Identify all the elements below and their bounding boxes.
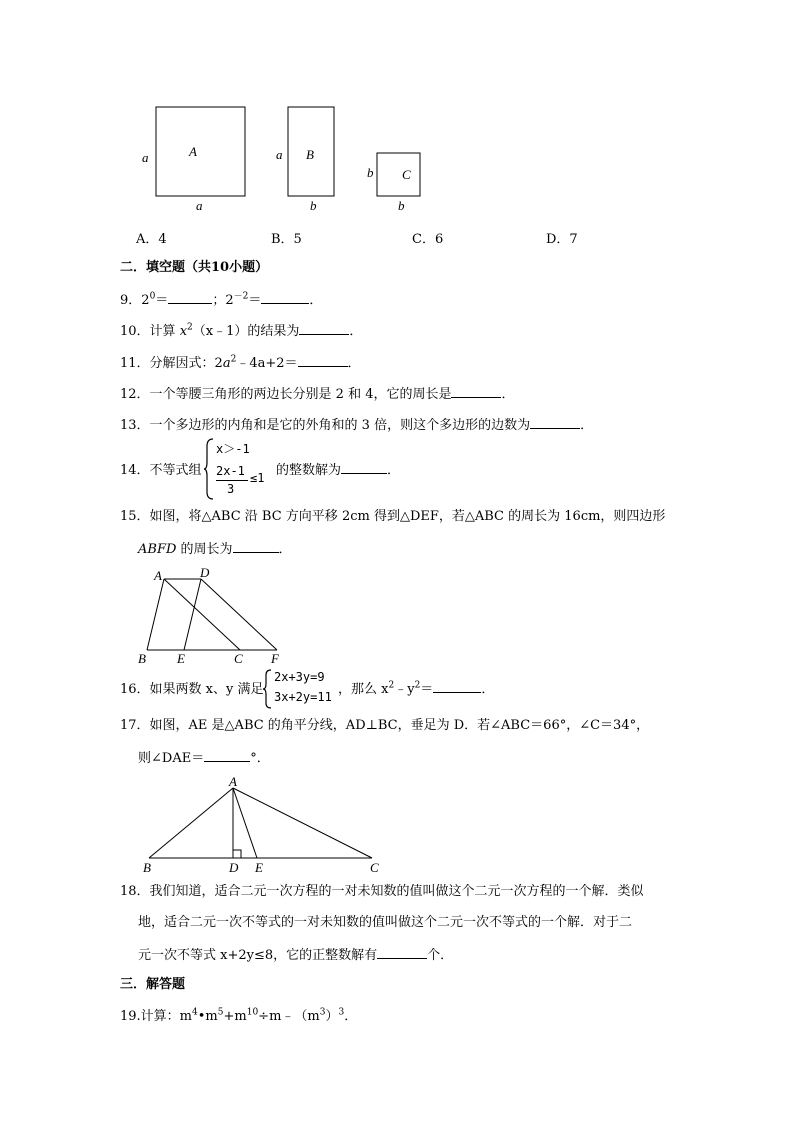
q14-suffix: [276, 459, 400, 478]
q16-eq: ＝: [420, 682, 434, 697]
question-11: [120, 352, 361, 374]
square-a: [156, 107, 245, 196]
q9-eq1: ＝: [155, 293, 169, 308]
q9-end: ．: [309, 293, 323, 308]
q16-exp2: 2: [414, 680, 421, 691]
q19-prefix: 19.计算：m: [120, 1009, 193, 1024]
label-E: E: [177, 651, 185, 666]
brace-icon: [204, 438, 214, 500]
square-c: [377, 153, 420, 196]
answer-blank[interactable]: [261, 289, 309, 304]
q10-mid: （x﹣1）的结果为: [192, 324, 300, 339]
label-A: A: [229, 774, 237, 789]
q14-suffix-text: 的整数解为: [276, 463, 342, 478]
q11-exp: 2: [230, 354, 237, 365]
q19-rest: ÷m﹣（m: [258, 1009, 320, 1024]
q14-ineq1: x＞-1: [216, 442, 250, 456]
label-D: D: [229, 860, 239, 875]
question-14: [120, 436, 680, 502]
answer-blank[interactable]: [433, 678, 481, 693]
q11-end: ．: [347, 356, 361, 371]
answer-blank[interactable]: [341, 459, 387, 474]
q16-prefix: 16．如果两数 x、y 满足: [120, 682, 264, 697]
q10-end: ．: [349, 324, 363, 339]
q14-numerator: 2x-1: [216, 464, 245, 478]
q13-text: 13．一个多边形的内角和是它的外角和的 3 倍，则这个多边形的边数为: [120, 418, 531, 433]
q19-e1: 4: [192, 1007, 198, 1018]
question-9: [120, 289, 322, 311]
label-square-c-bottom: b: [398, 198, 405, 213]
q19-end: ．: [344, 1009, 358, 1024]
label-rect-b-side: a: [276, 147, 283, 162]
q14-leq: ≤1: [250, 471, 265, 485]
q19-dot: •m: [197, 1009, 218, 1024]
label-square-a: A: [189, 144, 197, 159]
q19-e5: 3: [338, 1007, 345, 1018]
question-17-line1: [120, 716, 649, 736]
q14-denominator: 3: [227, 482, 235, 496]
q19-plus: +m: [223, 1009, 247, 1024]
q19-close: ）: [325, 1009, 339, 1024]
question-18-line1: [120, 882, 644, 902]
answer-blank[interactable]: [168, 289, 212, 304]
label-E: E: [255, 860, 263, 875]
answer-blank[interactable]: [233, 538, 279, 553]
q9-eq2: ＝: [248, 293, 262, 308]
question-13: [120, 414, 593, 436]
q14-fraction-bar: [216, 480, 248, 481]
q14-prefix: 14．不等式组: [120, 463, 202, 478]
q18-line1: 18．我们知道，适合二元一次方程的一对未知数的值叫做这个二元一次方程的一个解．类似: [120, 884, 644, 899]
question-15-line2: [138, 538, 292, 560]
q15-quad: ABFD: [138, 542, 177, 557]
q9-prefix: 9．: [120, 293, 142, 308]
q11-a: a: [222, 356, 231, 371]
label-B: B: [138, 651, 146, 666]
q16-mid: ，那么 x: [338, 682, 389, 697]
label-B: B: [143, 860, 151, 875]
figure-squares: [130, 100, 450, 215]
q17-line2-prefix: 则∠DAE＝: [138, 751, 205, 766]
question-17-line2: [138, 747, 270, 769]
q9-base2: 2: [225, 293, 234, 308]
q15-end: ．: [278, 542, 292, 557]
label-rect-b-bottom: b: [310, 198, 317, 213]
label-F: F: [271, 651, 279, 666]
q16-exp1: 2: [388, 680, 395, 691]
q16-eq1: 2x+3y=9: [274, 670, 325, 684]
q11-rest: ﹣4a+2＝: [236, 356, 298, 371]
q13-end: ．: [580, 418, 594, 433]
q17-line1: 17．如图，AE 是△ABC 的角平分线，AD⊥BC，垂足为 D．若∠ABC＝66°，∠C＝34°，: [120, 718, 650, 733]
q19-e3: 10: [246, 1007, 259, 1018]
answer-blank[interactable]: [204, 747, 250, 762]
question-10: [120, 320, 362, 342]
question-12: [120, 383, 515, 405]
option-c: C．6: [412, 232, 444, 247]
brace-icon: [263, 669, 272, 709]
answer-blank[interactable]: [530, 414, 580, 429]
option-b: B．5: [271, 232, 302, 247]
q12-end: ．: [501, 387, 515, 402]
q19-e2: 5: [217, 1007, 224, 1018]
label-square-c: C: [402, 167, 411, 182]
question-18-line3: [138, 944, 453, 966]
option-d: D．7: [546, 232, 578, 247]
label-C: C: [370, 860, 379, 875]
label-A: A: [154, 568, 162, 583]
q15-line1: 15．如图，将△ABC 沿 BC 方向平移 2cm 得到△DEF，若△ABC 的周长为 16cm，则四边形: [120, 509, 666, 524]
answer-blank[interactable]: [298, 352, 348, 367]
figure-17: [135, 772, 395, 876]
label-square-a-side: a: [142, 150, 149, 165]
answer-blank[interactable]: [299, 320, 349, 335]
answer-blank[interactable]: [377, 944, 427, 959]
question-15-line1: [120, 507, 665, 527]
q16-dot: ．: [481, 682, 495, 697]
q12-text: 12．一个等腰三角形的两边长分别是 2 和 4，它的周长是: [120, 387, 452, 402]
section-2-heading: 二．填空题（共10小题）: [120, 260, 269, 275]
label-square-c-side: b: [367, 165, 374, 180]
q10-prefix: 10．计算: [120, 324, 180, 339]
q16-eq2: 3x+2y=11: [274, 690, 332, 704]
q18-line2: 地，适合二元一次不等式的一对未知数的值叫做这个二元一次不等式的一个解．对于二: [138, 915, 633, 930]
q16-mid2: ﹣y: [394, 682, 415, 697]
answer-blank[interactable]: [451, 383, 501, 398]
figure-15: [130, 565, 290, 667]
q9-exp1: 0: [149, 291, 156, 302]
section-3-heading: 三．解答题: [120, 977, 186, 992]
option-a: A．4: [136, 232, 167, 247]
label-C: C: [234, 651, 243, 666]
question-16: [120, 668, 680, 710]
label-D: D: [200, 565, 210, 580]
q9-exp2: －2: [233, 291, 249, 302]
q17-line2-end: °．: [250, 751, 270, 766]
q11-prefix: 11．分解因式：2: [120, 356, 223, 371]
q10-exp: 2: [187, 322, 193, 333]
q15-line2-rest: 的周长为: [176, 542, 233, 557]
q16-rest: [338, 678, 494, 697]
q10-x: x: [179, 324, 188, 339]
label-rect-b: B: [306, 147, 314, 162]
q19-e4: 3: [319, 1007, 326, 1018]
q9-base1: 2: [141, 293, 150, 308]
question-19: [120, 1007, 357, 1027]
q18-line3-prefix: 元一次不等式 x+2y≤8，它的正整数解有: [138, 948, 378, 963]
q9-sep: ；: [212, 293, 226, 308]
label-square-a-bottom: a: [196, 198, 203, 213]
q18-line3-end: 个．: [427, 948, 454, 963]
q14-end: ．: [387, 463, 401, 478]
question-18-line2: [138, 913, 632, 933]
